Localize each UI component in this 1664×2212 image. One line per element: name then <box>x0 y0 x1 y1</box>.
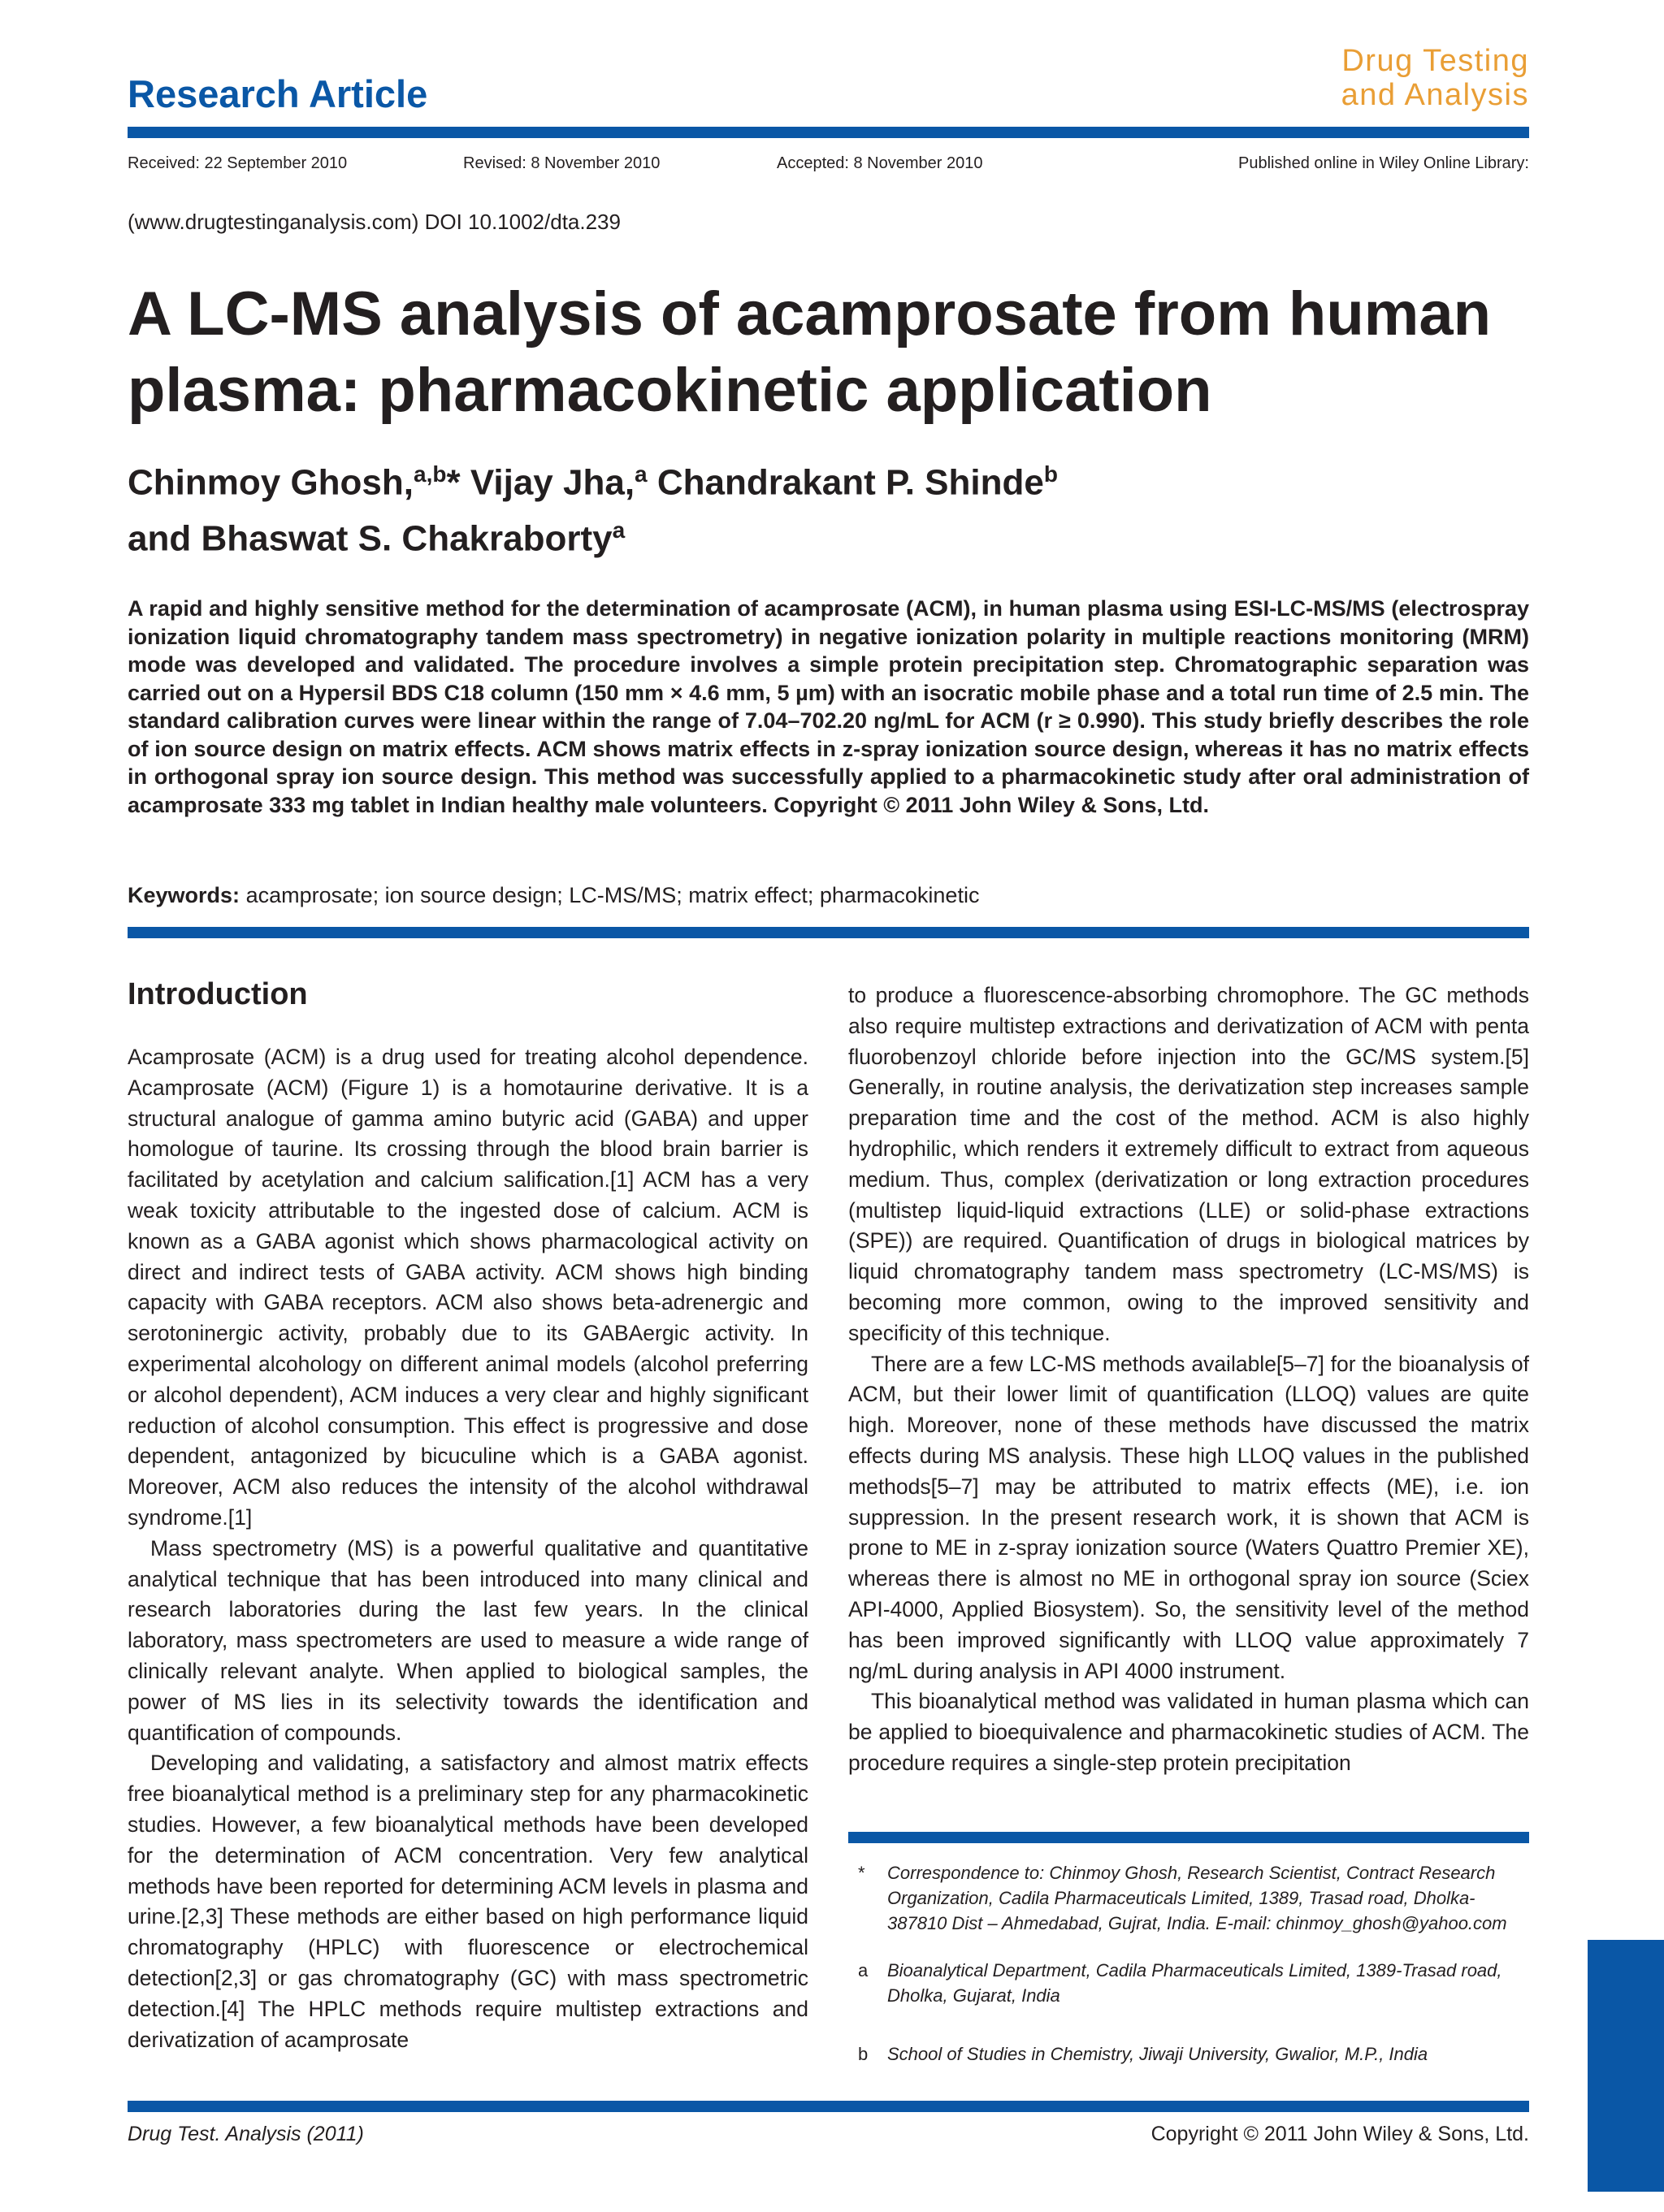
author-list <box>128 451 1058 562</box>
footnote-affiliation-a <box>858 1958 1529 2008</box>
revised-date: Revised: 8 November 2010 <box>463 154 661 172</box>
footnote-correspondence <box>858 1860 1529 1936</box>
accepted-date: Accepted: 8 November 2010 <box>777 154 983 172</box>
journal-line-2: and Analysis <box>1341 78 1529 112</box>
footnote-b-text: School of Studies in Chemistry, Jiwaji University, Gwalior, M.P., India <box>887 2044 1428 2064</box>
right-paragraph-1: to produce a fluorescence-absorbing chromophore. The GC methods also require multistep extractions and derivatization of ACM with penta fluorobenzoyl chloride before injection into the GC/MS system.[5] Generally, in routine analysis, the derivatization step increases sample preparation time and the cost of the method. ACM is also highly hydrophilic, which renders it extremely difficult to extract from aqueous medium. Thus, complex (derivatization or long extraction procedures (multistep liquid-liquid extractions (LLE) or solid-phase extractions (SPE)) are required. Quantification of drugs in biological matrices by liquid chromatography tandem mass spectrometry (LC-MS/MS) is becoming more common, owing to the improved sensitivity and specificity of this technique. <box>848 983 1529 1345</box>
footer-copyright: Copyright © 2011 John Wiley & Sons, Ltd. <box>1150 2123 1529 2145</box>
keywords <box>128 883 979 908</box>
abstract: A rapid and highly sensitive method for the determination of acamprosate (ACM), in human plasma using ESI-LC-MS/MS (electrospray ionization liquid chromatography tandem mass spectrometry) in negative ionization polarity in multiple reactions monitoring (MRM) mode was developed and validated. The procedure involves a simple protein precipitation step. Chromatographic separation was carried out on a Hypersil BDS C18 column (150 mm × 4.6 mm, 5 µm) with an isocratic mobile phase and a total run time of 2.5 min. The standard calibration curves were linear within the range of 7.04–702.20 ng/mL for ACM (r ≥ 0.990). This study briefly describes the role of ion source design on matrix effects. ACM shows matrix effects in z-spray ionization source design, whereas it has no matrix effects in orthogonal spray ion source design. This method was successfully applied to a pharmacokinetic study after oral administration of acamprosate 333 mg tablet in Indian healthy male volunteers. Copyright © 2011 John Wiley & Sons, Ltd. <box>128 596 1529 817</box>
keywords-label: Keywords: <box>128 883 240 907</box>
footer-rule <box>128 2101 1529 2112</box>
footer-journal: Drug Test. Analysis (2011) <box>128 2123 364 2145</box>
left-paragraph-1: Acamprosate (ACM) is a drug used for treating alcohol dependence. Acamprosate (ACM) (Figure 1) is a homotaurine derivative. It is a structural analogue of gamma amino butyric acid (GABA) and upper homologue of taurine. Its crossing through the blood brain barrier is facilitated by acetylation and calcium salification.[1] ACM has a very weak toxicity attributable to the ingested dose of calcium. ACM is known as a GABA agonist which shows pharmacological activity on direct and indirect tests of GABA activity. ACM shows high binding capacity with GABA receptors. ACM also shows beta-adrenergic and serotoninergic activity, probably due to its GABAergic activity. In experimental alcohology on different animal models (alcohol preferring or alcohol dependent), ACM induces a very clear and highly significant reduction of alcohol consumption. This effect is progressive and dose dependent, antagonized by bicuculine which is a GABA agonist. Moreover, ACM also reduces the intensity of the alcohol withdrawal syndrome.[1] <box>128 1045 808 1530</box>
author-4: and Bhaswat S. Chakraborty <box>128 518 613 559</box>
title-line-1: A LC-MS analysis of acamprosate from human <box>128 279 1492 348</box>
right-paragraph-3: This bioanalytical method was validated in human plasma which can be applied to bioequivalence and pharmacokinetic studies of ACM. The procedure requires a single-step protein precipitation <box>848 1689 1529 1775</box>
abstract-rule <box>128 927 1529 938</box>
author-1-affil: a,b <box>414 461 447 487</box>
right-paragraph-2: There are a few LC-MS methods available[5–7] for the bioanalysis of ACM, but their lower limit of quantification (LLOQ) values are quite high. Moreover, none of these methods have discussed the matrix effects during MS analysis. These high LLOQ values in the published methods[5–7] may be attributed to matrix effects (ME), i.e. ion suppression. In the present research work, it is shown that ACM is prone to ME in z-spray ionization source (Waters Quattro Premier XE), whereas there is almost no ME in orthogonal spray ion source (Sciex API-4000, Applied Biosystem). So, the sensitivity level of the method has been improved significantly with LLOQ value approximately 7 ng/mL during analysis in API 4000 instrument. <box>848 1351 1529 1683</box>
author-1: Chinmoy Ghosh, <box>128 462 414 503</box>
section-label: Research Article <box>128 72 428 115</box>
footnote-rule <box>848 1832 1529 1843</box>
article-title <box>128 276 1529 429</box>
author-2-affil: a <box>635 461 648 487</box>
author-3-affil: b <box>1043 461 1058 487</box>
introduction-heading: Introduction <box>128 977 308 1011</box>
footnote-affiliation-b <box>858 2041 1529 2067</box>
received-date: Received: 22 September 2010 <box>128 154 348 172</box>
journal-line-1: Drug Testing <box>1341 44 1529 78</box>
author-1-star: * <box>446 462 461 503</box>
author-3: Chandrakant P. Shinde <box>656 462 1044 503</box>
keywords-list: acamprosate; ion source design; LC-MS/MS; matrix effect; pharmacokinetic <box>245 883 980 907</box>
page-edge-tab <box>1588 1940 1664 2192</box>
footnote-b-label: b <box>858 2044 869 2064</box>
journal-logo <box>1341 44 1529 112</box>
left-paragraph-3: Developing and validating, a satisfactory and almost matrix effects free bioanalytical method is a preliminary step for any pharmacokinetic studies. However, a few bioanalytical methods have been developed for the determination of ACM concentration. Very few analytical methods have been reported for determining ACM levels in plasma and urine.[2,3] These methods are either based on high performance liquid chromatography (HPLC) with fluorescence or electrochemical detection[2,3] or gas chromatography (GC) with mass spectrometric detection.[4] The HPLC methods require multistep extractions and derivatization of acamprosate <box>128 1751 808 2052</box>
author-4-affil: a <box>612 517 626 543</box>
footnote-star-label: * <box>858 1863 865 1883</box>
left-column <box>128 1042 808 2055</box>
left-paragraph-2: Mass spectrometry (MS) is a powerful qualitative and quantitative analytical technique that has been introduced into many clinical and research laboratories during the last few years. In the clinical laboratory, mass spectrometers are used to measure a wide range of clinically relevant analyte. When applied to biological samples, the power of MS lies in its selectivity towards the identification and quantification of compounds. <box>128 1535 808 1745</box>
title-line-2: plasma: pharmacokinetic application <box>128 356 1212 425</box>
header-rule <box>128 127 1529 138</box>
footnote-star-text: Correspondence to: Chinmoy Ghosh, Research Scientist, Contract Research Organization, Cadila Pharmaceuticals Limited, 1389, Trasad road, Dholka-387810 Dist – Ahmedabad, Gujrat, India. E-mail: chinmoy_ghosh@yahoo.com <box>887 1863 1507 1933</box>
footnote-a-label: a <box>858 1960 869 1980</box>
published-note: Published online in Wiley Online Library: <box>1238 154 1529 172</box>
doi-line: (www.drugtestinganalysis.com) DOI 10.1002/dta.239 <box>128 210 621 234</box>
right-column <box>848 980 1529 1779</box>
footnote-a-text: Bioanalytical Department, Cadila Pharmaceuticals Limited, 1389-Trasad road, Dholka, Gujarat, India <box>887 1960 1502 2006</box>
author-2: Vijay Jha, <box>470 462 635 503</box>
